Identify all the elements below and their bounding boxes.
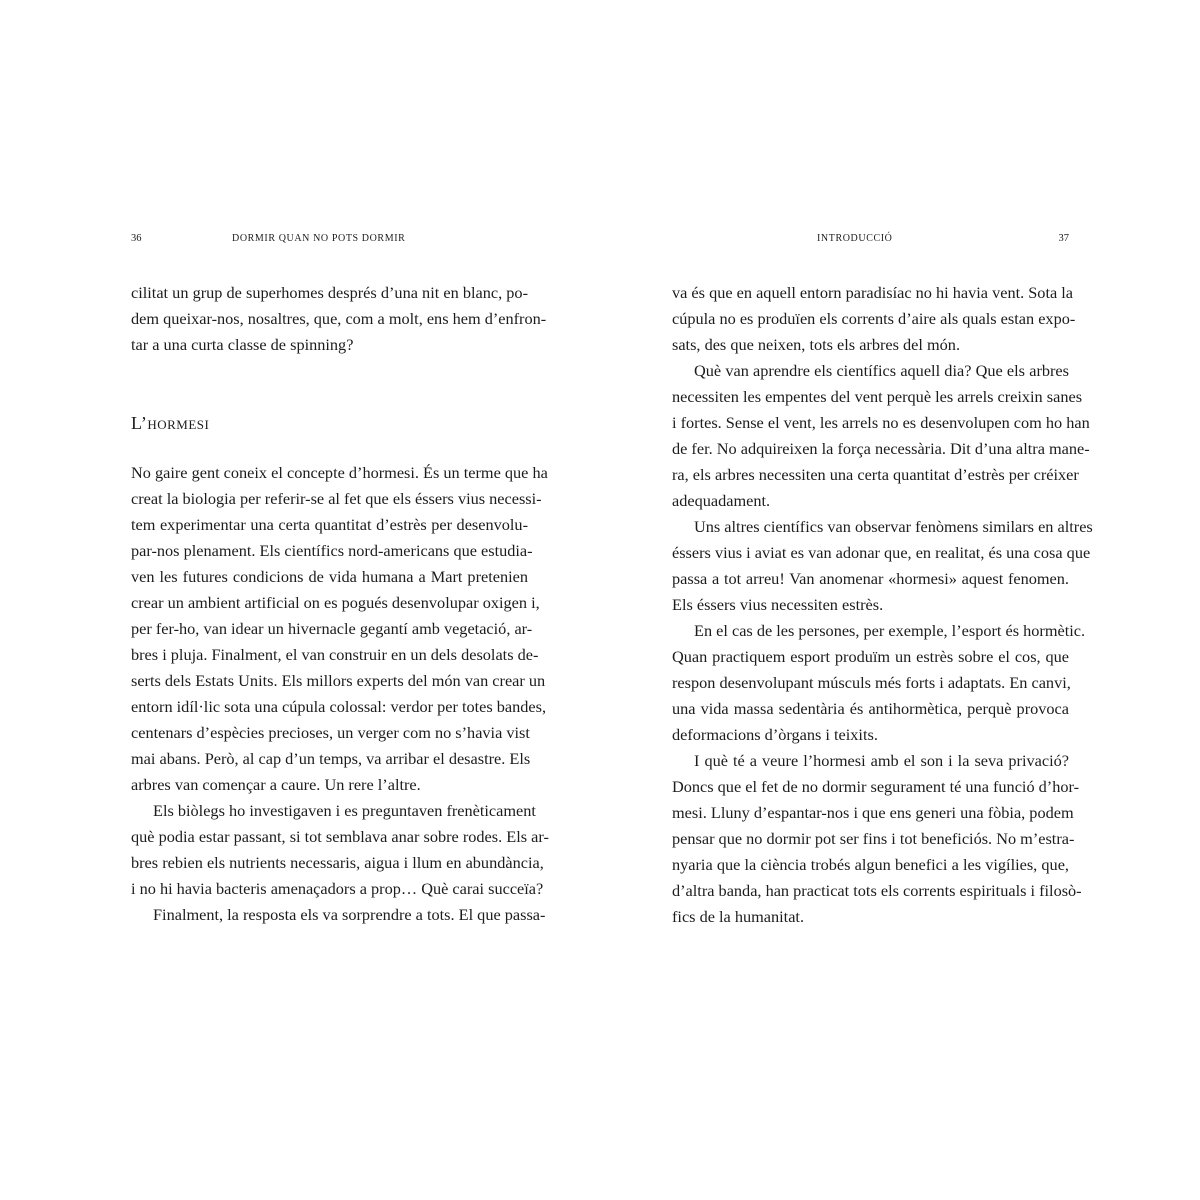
page-number: 37 <box>1058 233 1069 244</box>
text-line: Quan practiquem esport produïm un estrès sobre el cos, que <box>672 647 1069 666</box>
text-line: una vida massa sedentària és antihormètica, perquè provoca <box>672 699 1069 718</box>
text-line: què podia estar passant, si tot semblava anar sobre rodes. Els ar- <box>131 827 549 846</box>
text-line: ven les futures condicions de vida humana a Mart pretenien <box>131 567 528 586</box>
text-line: i fortes. Sense el vent, les arrels no es desenvolupen com ho han <box>672 413 1090 432</box>
text-line: tar a una curta classe de spinning? <box>131 335 354 354</box>
text-line: cúpula no es produïen els corrents d’aire als quals estan expo- <box>672 309 1076 328</box>
text-line: éssers vius i aviat es van adonar que, en realitat, és una cosa que <box>672 543 1091 562</box>
text-line: En el cas de les persones, per exemple, l’esport és hormètic. <box>694 621 1086 640</box>
text-line: de fer. No adquireixen la força necessària. Dit d’una altra mane- <box>672 439 1090 458</box>
text-line: arbres van començar a caure. Un rere l’altre. <box>131 775 421 794</box>
text-line: No gaire gent coneix el concepte d’hormesi. És un terme que ha <box>131 463 548 482</box>
text-line: pensar que no dormir pot ser fins i tot beneficiós. No m’estra- <box>672 829 1075 848</box>
text-line: tem experimentar una certa quantitat d’estrès per desenvolu- <box>131 515 528 534</box>
text-line: respon desenvolupant músculs més forts i adaptats. En canvi, <box>672 673 1071 692</box>
text-line: fics de la humanitat. <box>672 907 805 926</box>
text-line: dem queixar-nos, nosaltres, que, com a molt, ens hem d’enfron- <box>131 309 547 328</box>
text-line: Els éssers vius necessiten estrès. <box>672 595 884 614</box>
section-heading: L’hormesi <box>131 413 210 433</box>
text-line: ra, els arbres necessiten una certa quantitat d’estrès per créixer <box>672 465 1079 484</box>
text-line: sats, des que neixen, tots els arbres del món. <box>672 335 961 354</box>
text-line: passa a tot arreu! Van anomenar «hormesi» aquest fenomen. <box>672 569 1069 588</box>
running-head <box>672 233 1069 249</box>
text-line: per fer-ho, van idear un hivernacle gegantí amb vegetació, ar- <box>131 619 533 638</box>
text-line: Què van aprendre els científics aquell dia? Que els arbres <box>694 361 1069 380</box>
text-line: centenars d’espècies precioses, un verger com no s’havia vist <box>131 723 530 742</box>
text-line: Finalment, la resposta els va sorprendre a tots. El que passa- <box>153 905 546 924</box>
text-line: mesi. Lluny d’espantar-nos i que ens generi una fòbia, podem <box>672 803 1074 822</box>
text-line: mai abans. Però, al cap d’un temps, va arribar el desastre. Els <box>131 749 531 768</box>
text-line: cilitat un grup de superhomes després d’una nit en blanc, po- <box>131 283 528 302</box>
text-line: i no hi havia bacteris amenaçadors a prop… Què carai succeïa? <box>131 879 544 898</box>
text-line: bres rebien els nutrients necessaris, aigua i llum en abundància, <box>131 853 544 872</box>
text-line: d’altra banda, han practicat tots els corrents espirituals i filosò- <box>672 881 1082 900</box>
text-line: necessiten les empentes del vent perquè les arrels creixin sanes <box>672 387 1083 406</box>
left-page <box>131 0 549 1200</box>
text-line: serts dels Estats Units. Els millors experts del món van crear un <box>131 671 546 690</box>
text-line: nyaria que la ciència trobés algun benefici a les vigílies, que, <box>672 855 1069 874</box>
text-line: adequadament. <box>672 491 771 510</box>
text-line: entorn idíl·lic sota una cúpula colossal: verdor per totes bandes, <box>131 697 547 716</box>
text-line: va és que en aquell entorn paradisíac no hi havia vent. Sota la <box>672 283 1074 302</box>
text-line: par-nos plenament. Els científics nord-americans que estudia- <box>131 541 533 560</box>
text-line: bres i pluja. Finalment, el van construir en un dels desolats de- <box>131 645 539 664</box>
running-head-title: DORMIR QUAN NO POTS DORMIR <box>232 233 406 244</box>
page-number: 36 <box>131 233 142 244</box>
text-line: Uns altres científics van observar fenòmens similars en altres <box>694 517 1093 536</box>
right-page <box>672 0 1093 1200</box>
running-head-title: INTRODUCCIÓ <box>817 233 893 244</box>
text-line: creat la biologia per referir-se al fet que els éssers vius necessi- <box>131 489 542 508</box>
text-line: deformacions d’òrgans i teixits. <box>672 725 878 744</box>
text-line: I què té a veure l’hormesi amb el son i la seva privació? <box>694 751 1069 770</box>
text-line: crear un ambient artificial on es pogués desenvolupar oxigen i, <box>131 593 540 612</box>
running-head <box>131 233 528 249</box>
text-line: Els biòlegs ho investigaven i es preguntaven frenèticament <box>153 801 536 820</box>
text-line: Doncs que el fet de no dormir segurament té una funció d’hor- <box>672 777 1080 796</box>
